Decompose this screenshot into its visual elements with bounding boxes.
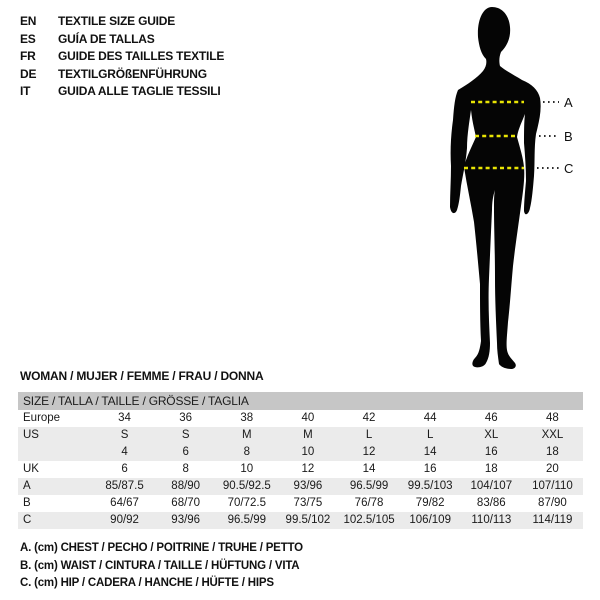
row-label: UK (23, 463, 39, 475)
table-row (18, 444, 583, 461)
size-cell: 110/113 (471, 514, 512, 526)
size-cell: XXL (541, 429, 564, 441)
section-title-woman: WOMAN / MUJER / FEMME / FRAU / DONNA (20, 369, 264, 383)
size-cell: 87/90 (538, 497, 567, 509)
woman-silhouette-figure (400, 0, 600, 380)
size-cell: 40 (301, 412, 315, 424)
size-cell: 107/110 (532, 480, 573, 492)
size-cell: M (242, 429, 252, 441)
size-cell: 4 (121, 446, 128, 458)
size-table-header: SIZE / TALLA / TAILLE / GRÖSSE / TAGLIA (18, 392, 583, 410)
language-guide-title: TEXTILE SIZE GUIDE (58, 14, 176, 28)
language-guide-title: GUIDA ALLE TAGLIE TESSILI (58, 84, 221, 98)
size-cell: 88/90 (171, 480, 201, 492)
language-code: FR (20, 49, 36, 63)
size-cell: 36 (179, 412, 193, 424)
size-table (18, 392, 583, 529)
language-row (20, 13, 224, 31)
size-cell: L (365, 429, 373, 441)
size-cell: 83/86 (476, 497, 506, 509)
language-row (20, 48, 224, 66)
size-cell: S (181, 429, 190, 441)
language-guide-title: GUÍA DE TALLAS (58, 31, 155, 46)
size-cell: 85/87.5 (105, 480, 144, 492)
size-cell: 99.5/103 (407, 480, 453, 492)
size-cell: 14 (423, 446, 437, 458)
size-cell: 38 (240, 412, 254, 424)
row-label: C (23, 514, 32, 526)
table-row (18, 512, 583, 529)
language-code: IT (20, 84, 31, 98)
row-label: US (23, 429, 39, 441)
waist-label: B (564, 129, 573, 144)
language-guide (20, 13, 224, 101)
size-cell: 34 (118, 412, 131, 424)
size-cell: 16 (484, 446, 498, 458)
measurement-legend (20, 540, 303, 593)
row-label (18, 444, 94, 461)
size-cell: 8 (182, 463, 189, 475)
size-cell: M (303, 429, 313, 441)
size-cell: 79/82 (415, 497, 445, 509)
size-cell: 48 (546, 412, 559, 424)
size-cell: 93/96 (171, 514, 201, 526)
language-code: DE (20, 66, 37, 81)
row-label: A (23, 480, 31, 492)
size-cell: 99.5/102 (285, 514, 331, 526)
language-code: ES (20, 31, 36, 46)
table-row (18, 495, 583, 512)
size-cell: L (426, 429, 434, 441)
language-guide-title: TEXTILGRÖßENFÜHRUNG (58, 66, 207, 81)
row-label: B (23, 497, 31, 509)
language-row (20, 66, 224, 84)
size-cell: 12 (301, 463, 315, 475)
row-label: Europe (23, 412, 61, 424)
woman-silhouette (450, 7, 541, 369)
size-cell: 73/75 (293, 497, 323, 509)
language-guide-title: GUIDE DES TAILLES TEXTILE (58, 49, 225, 63)
size-cell: 76/78 (354, 497, 384, 509)
size-cell: 70/72.5 (227, 497, 266, 509)
size-cell: 46 (484, 412, 498, 424)
size-cell: 18 (484, 463, 498, 475)
size-cell: 68/70 (171, 497, 201, 509)
size-cell: 106/109 (409, 514, 451, 526)
size-cell: 93/96 (293, 480, 323, 492)
size-cell: 6 (121, 463, 128, 475)
size-cell: 12 (362, 446, 376, 458)
language-row (20, 31, 224, 49)
language-row (20, 83, 224, 101)
size-cell: 44 (423, 412, 437, 424)
size-table-body (18, 410, 583, 529)
size-cell: 10 (301, 446, 315, 458)
size-cell: 96.5/99 (227, 514, 266, 526)
size-cell: 16 (423, 463, 437, 475)
legend-line: A. (cm) CHEST / PECHO / POITRINE / TRUHE / PETTO (20, 542, 303, 554)
size-cell: 14 (362, 463, 376, 475)
size-cell: 20 (546, 463, 559, 475)
hip-label: C (564, 161, 574, 176)
size-cell: 96.5/99 (349, 480, 389, 492)
table-row (18, 427, 583, 444)
size-cell: 6 (182, 446, 189, 458)
size-cell: 8 (243, 446, 251, 458)
size-cell: 114/119 (532, 514, 573, 526)
table-row (18, 478, 583, 495)
size-cell: 18 (546, 446, 559, 458)
size-cell: 64/67 (110, 497, 139, 509)
size-cell: 90/92 (110, 514, 139, 526)
size-cell: 104/107 (470, 480, 513, 492)
language-code: EN (20, 14, 37, 28)
size-cell: 10 (240, 463, 254, 475)
size-cell: 102.5/105 (343, 514, 395, 526)
table-row (18, 461, 583, 478)
size-cell: S (120, 429, 129, 441)
size-cell: 90.5/92.5 (222, 480, 271, 492)
size-cell: XL (484, 429, 499, 441)
chest-label: A (564, 95, 573, 110)
table-row (18, 410, 583, 427)
size-cell: 42 (362, 412, 376, 424)
legend-line: B. (cm) WAIST / CINTURA / TAILLE / HÜFTUNG / VITA (20, 559, 300, 572)
legend-line: C. (cm) HIP / CADERA / HANCHE / HÜFTE / HIPS (20, 577, 274, 589)
